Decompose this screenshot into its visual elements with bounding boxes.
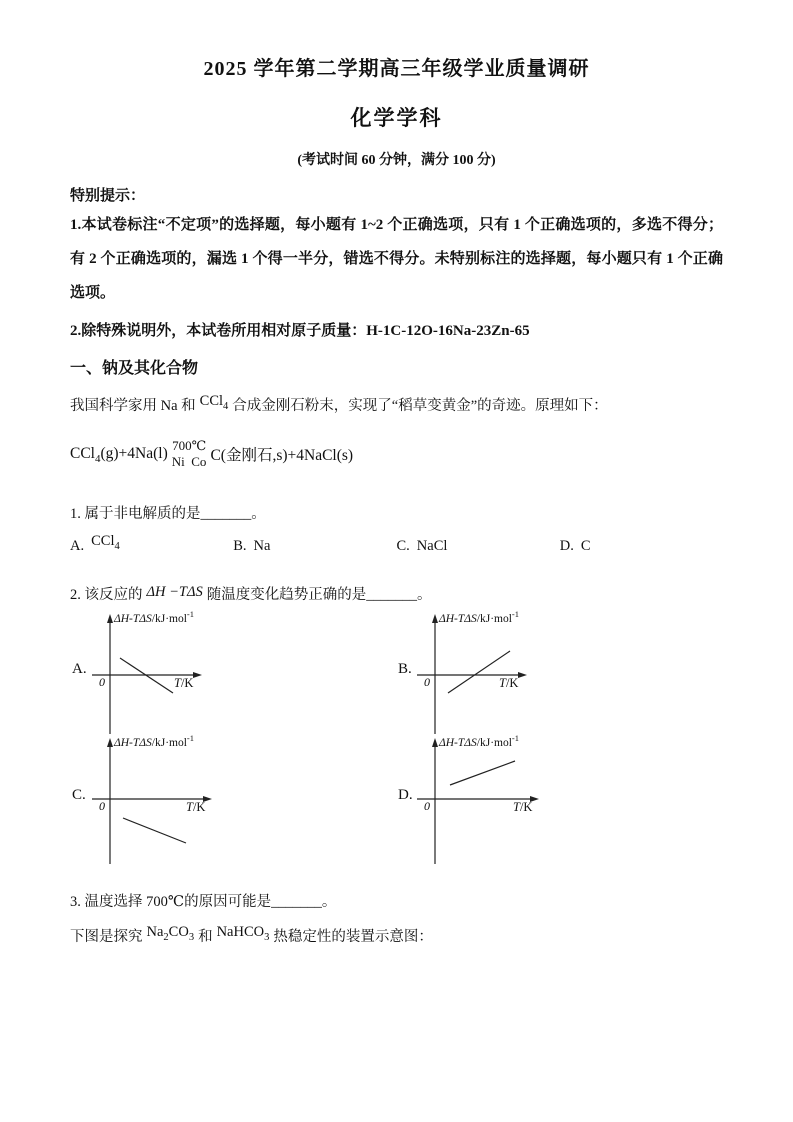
x-axis-label: T/K [174, 676, 194, 690]
y-axis-arrow-icon [432, 738, 438, 747]
option-d: D. C [559, 538, 591, 554]
trend-line [450, 761, 515, 785]
formula-ccl4: CCl$_4$ [199, 393, 229, 412]
graph-c [90, 733, 310, 868]
question-1: 1. 属于非电解质的是_______。 [70, 506, 266, 522]
notice-heading: 特别提示： [70, 188, 146, 204]
y-axis-label: ΔH-TΔS/kJ·mol$^{-1}$ [439, 609, 520, 625]
graph-b [415, 609, 635, 744]
formula-nahco3: NaHCO$_3$ [216, 924, 270, 943]
x-axis-arrow-icon [518, 672, 527, 678]
intro-pre: 我国科学家用 Na 和 [70, 398, 196, 414]
formula-na2co3: $Na_2CO_3$ [146, 924, 195, 943]
notice-item-2-text: 2.除特殊说明外，本试卷所用相对原子质量： [70, 323, 367, 339]
option-a: A. CCl$_4$ [70, 533, 120, 554]
intro-post: 合成金刚石粉末，实现了“稻草变黄金”的奇迹。原理如下： [232, 398, 608, 414]
graph-a-label: A. [72, 661, 87, 677]
graph-d [415, 733, 635, 868]
origin-label: 0 [99, 675, 105, 689]
equation-lhs: CCl$_4$(g)+4Na(l) [70, 445, 168, 466]
question-2-math: ΔH −TΔS [146, 584, 203, 600]
reaction-equation [70, 432, 723, 476]
notice-item-1: 1.本试卷标注“不定项”的选择题，每小题有 1~2 个正确选项，只有 1 个正确选项的，多选不得分；有 2 个正确选项的，漏选 1 个得一半分，错选不得分。未特别标注的选择题，每小题只有 1 个正确选项。 [70, 217, 723, 301]
exam-info: (考试时间 60 分钟，满分 100 分) [297, 153, 496, 168]
graph-c-label: C. [72, 787, 86, 803]
question-2: 2. 该反应的 ΔH −TΔS 随温度变化趋势正确的是_______。 [70, 584, 432, 603]
graph-b-label: B. [398, 661, 412, 677]
origin-label: 0 [424, 675, 430, 689]
closing-paragraph: 下图是探究 $Na_2CO_3$ 和 NaHCO$_3$ 热稳定性的装置示意图： [70, 923, 723, 951]
x-axis-arrow-icon [193, 672, 202, 678]
subject-title: 化学学科 [350, 106, 443, 130]
y-axis-label: ΔH-TΔS/kJ·mol$^{-1}$ [114, 733, 195, 749]
graph-a [90, 609, 310, 744]
y-axis-label: ΔH-TΔS/kJ·mol$^{-1}$ [439, 733, 520, 749]
condition-catalyst: Ni Co [171, 454, 207, 469]
y-axis-arrow-icon [107, 614, 113, 623]
option-b: B. Na [233, 538, 271, 554]
intro-paragraph [70, 393, 723, 419]
y-axis-label: ΔH-TΔS/kJ·mol$^{-1}$ [114, 609, 195, 625]
trend-line [123, 818, 186, 843]
section-heading: 一、钠及其化合物 [70, 360, 199, 377]
graph-d-label: D. [398, 787, 413, 803]
page-title: 2025 学年第二学期高三年级学业质量调研 [203, 58, 590, 80]
origin-label: 0 [424, 799, 430, 813]
x-axis-label: T/K [186, 800, 206, 814]
question-1-options [70, 533, 723, 555]
atomic-masses: H-1C-12O-16Na-23Zn-65 [366, 323, 530, 339]
condition-temperature: 700℃ [172, 438, 207, 453]
reaction-conditions [168, 438, 211, 470]
origin-label: 0 [99, 799, 105, 813]
x-axis-label: T/K [499, 676, 519, 690]
option-a-formula: CCl$_4$ [91, 533, 120, 552]
y-axis-arrow-icon [432, 614, 438, 623]
x-axis-label: T/K [513, 800, 533, 814]
question-3: 3. 温度选择 700℃的原因可能是_______。 [70, 894, 337, 910]
equation-rhs: C(金刚石,s)+4NaCl(s) [210, 447, 354, 464]
option-c: C. NaCl [396, 538, 448, 554]
trend-graph-options [70, 610, 723, 868]
notice-item-2 [70, 319, 723, 340]
y-axis-arrow-icon [107, 738, 113, 747]
